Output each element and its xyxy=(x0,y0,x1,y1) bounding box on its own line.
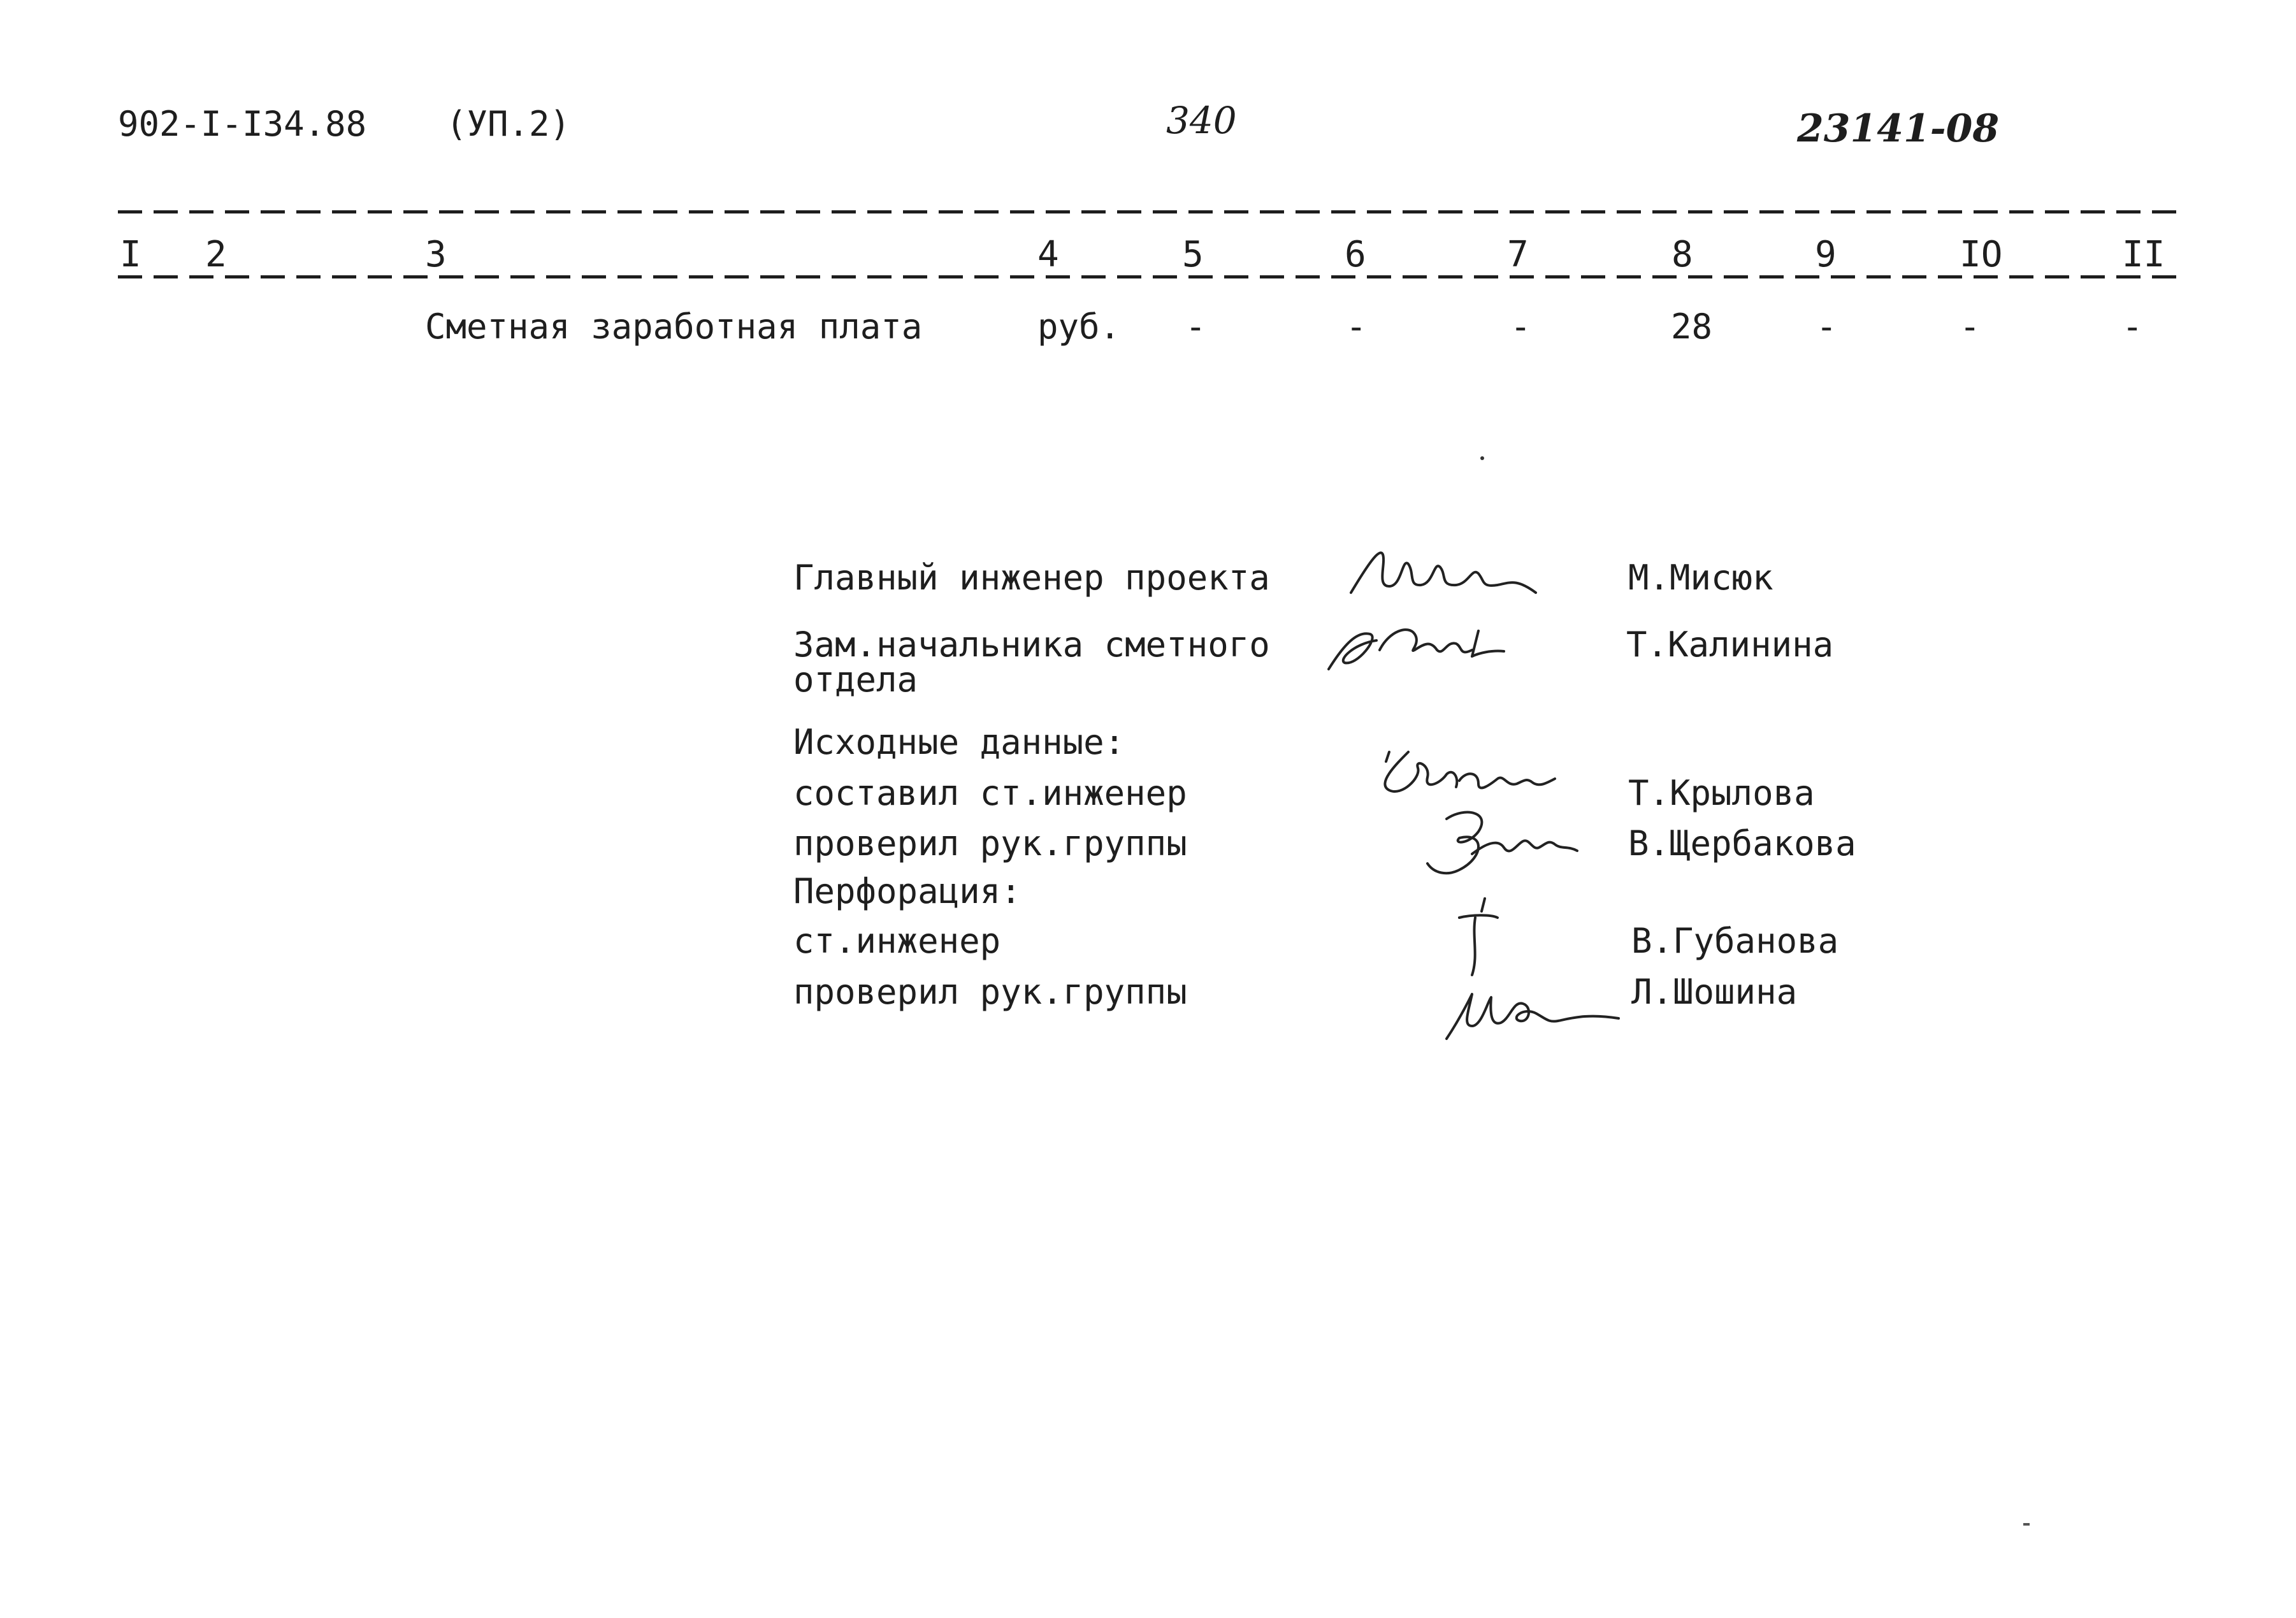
page-number: 340 xyxy=(1166,99,1237,142)
row-value: - xyxy=(2122,307,2143,347)
column-number: IO xyxy=(1960,234,2003,275)
section-label: (УП.2) xyxy=(446,104,571,144)
checked-title: проверил рук.группы xyxy=(793,823,1187,863)
chief-engineer-title: Главный инженер проекта xyxy=(793,558,1270,598)
column-number: 2 xyxy=(205,234,227,275)
row-value: - xyxy=(1816,307,1837,347)
compiled-name: Т.Крылова xyxy=(1628,773,1815,813)
column-number: I xyxy=(120,234,141,275)
row-value: - xyxy=(1510,307,1531,347)
column-number: 5 xyxy=(1182,234,1204,275)
row-value: 28 xyxy=(1671,307,1713,347)
deputy-head-title-line1: Зам.начальника сметного xyxy=(793,625,1270,665)
column-number: 6 xyxy=(1345,234,1366,275)
perf-engineer-name: В.Губанова xyxy=(1631,921,1839,961)
deputy-head-title-line2: отдела xyxy=(793,660,918,700)
signature-misyuk xyxy=(1345,535,1549,605)
column-number: 4 xyxy=(1037,234,1059,275)
compiled-title: составил ст.инженер xyxy=(793,773,1187,813)
perf-engineer-title: ст.инженер xyxy=(793,921,1001,961)
deputy-head-name: Т.Калинина xyxy=(1626,625,1834,665)
column-number: 9 xyxy=(1815,234,1837,275)
row-value: - xyxy=(1960,307,1981,347)
column-number: 8 xyxy=(1671,234,1693,275)
perf-checked-name: Л.Шошина xyxy=(1631,972,1798,1012)
source-data-heading: Исходные данные: xyxy=(793,722,1125,762)
row-value: - xyxy=(1346,307,1367,347)
checked-name: В.Щербакова xyxy=(1628,823,1856,863)
row-value: - xyxy=(1185,307,1206,347)
signature-shoshina xyxy=(1434,962,1625,1045)
signature-shcherbakova xyxy=(1408,800,1612,883)
table-top-rule xyxy=(118,210,2186,213)
chief-engineer-name: М.Мисюк xyxy=(1628,558,1773,598)
row-name: Сметная заработная плата xyxy=(425,307,923,347)
column-number: 7 xyxy=(1507,234,1529,275)
table-header-rule xyxy=(118,275,2186,278)
column-number: II xyxy=(2122,234,2165,275)
signature-kalinina xyxy=(1319,605,1536,682)
scan-speck xyxy=(2023,1523,2030,1526)
document-code: 902-I-I34.88 xyxy=(118,104,367,144)
inventory-number: 23141-08 xyxy=(1797,106,2000,151)
row-unit: руб. xyxy=(1037,307,1121,347)
column-number: 3 xyxy=(425,234,447,275)
perf-checked-title: проверил рук.группы xyxy=(793,972,1187,1012)
perforation-heading: Перфорация: xyxy=(793,871,1022,911)
scan-speck xyxy=(1480,456,1484,460)
